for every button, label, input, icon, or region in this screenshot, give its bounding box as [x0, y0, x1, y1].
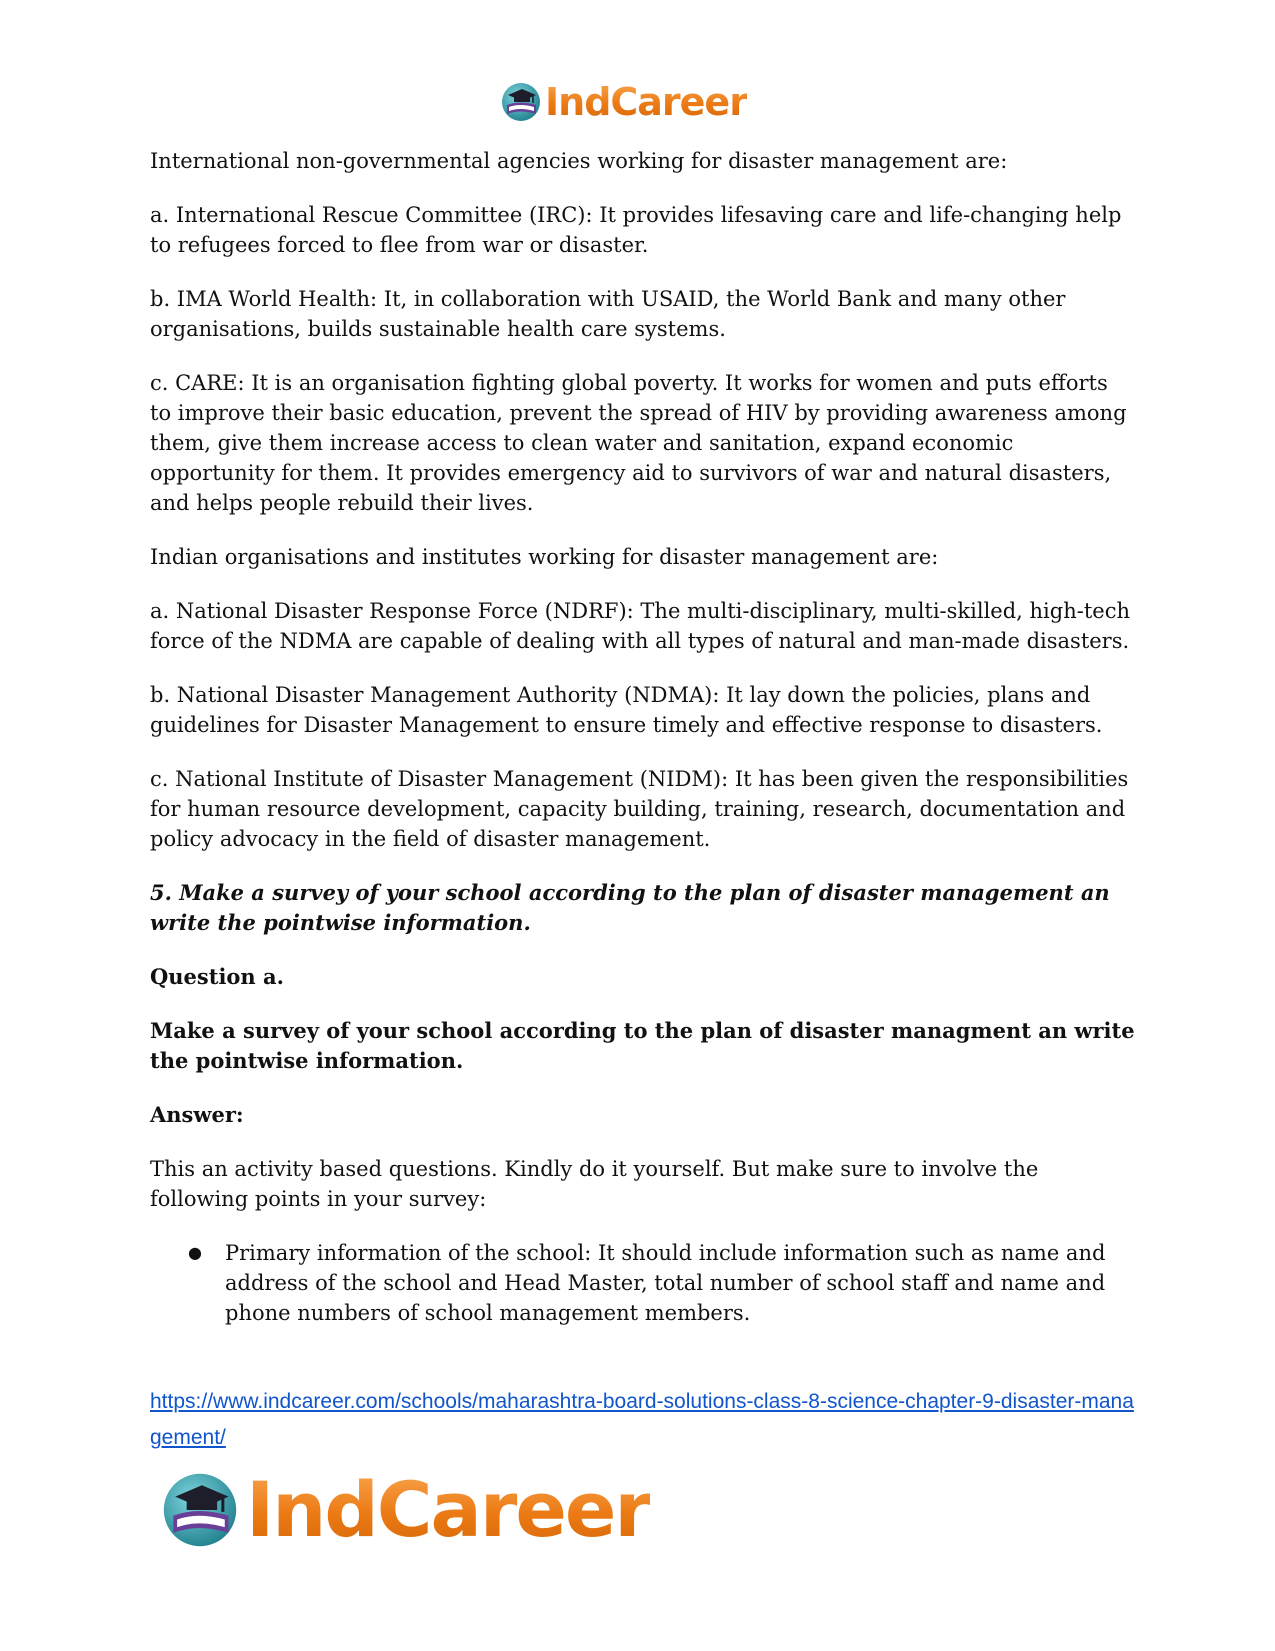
paragraph-indian-c: c. National Institute of Disaster Management (NIDM): It has been given the responsibilities for human resource development, capacity building, training, research, documentation and policy advocacy in the field of disaster management.: [150, 767, 1129, 851]
header-logo: [500, 80, 747, 124]
footer-logo: [160, 1465, 650, 1554]
document-body: [150, 146, 1135, 1328]
brand-wordmark: IndCareer: [545, 80, 747, 124]
question-label: Question a.: [150, 964, 284, 989]
paragraph-indian-a: a. National Disaster Response Force (NDRF): The multi-disciplinary, multi-skilled, high-tech force of the NDMA are capable of dealing with all types of natural and man-made disasters.: [150, 599, 1130, 653]
paragraph-intl-a: a. International Rescue Committee (IRC): It provides lifesaving care and life-changing help to refugees forced to flee from war or disaster.: [150, 203, 1122, 257]
graduation-cap-book-icon: [500, 81, 542, 123]
paragraph-intl-c: c. CARE: It is an organisation fighting global poverty. It works for women and puts efforts to improve their basic education, prevent the spread of HIV by providing awareness among them, give them increase access to clean water and sanitation, expand economic opportunity for them. It provides emergency aid to survivors of war and natural disasters, and helps people rebuild their lives.: [150, 371, 1127, 515]
answer-label: Answer:: [150, 1102, 244, 1127]
brand-wordmark: IndCareer: [246, 1465, 650, 1554]
bullet-icon: ●: [188, 1243, 202, 1262]
source-link[interactable]: https://www.indcareer.com/schools/maharashtra-board-solutions-class-8-science-chapter-9-disaster-management/: [150, 1390, 1134, 1449]
bullet-text: Primary information of the school: It should include information such as name and address of the school and Head Master, total number of school staff and name and phone numbers of school management members.: [225, 1241, 1106, 1325]
answer-bullet-list: [150, 1238, 1135, 1328]
question-text: Make a survey of your school according to the plan of disaster managment an write the pointwise information.: [150, 1018, 1135, 1073]
graduation-cap-book-icon: [160, 1470, 240, 1550]
paragraph-indian-b: b. National Disaster Management Authority (NDMA): It lay down the policies, plans and guidelines for Disaster Management to ensure timely and effective response to disasters.: [150, 683, 1103, 737]
question-5-heading: 5. Make a survey of your school according to the plan of disaster management an write the pointwise information.: [150, 880, 1110, 935]
paragraph-intl-b: b. IMA World Health: It, in collaboration with USAID, the World Bank and many other organisations, builds sustainable health care systems.: [150, 287, 1066, 341]
paragraph-indian-intro: Indian organisations and institutes working for disaster management are:: [150, 545, 939, 569]
paragraph-intl-intro: International non-governmental agencies working for disaster management are:: [150, 149, 1008, 173]
answer-text: This an activity based questions. Kindly do it yourself. But make sure to involve the following points in your survey:: [150, 1157, 1039, 1211]
list-item: [150, 1238, 1135, 1328]
